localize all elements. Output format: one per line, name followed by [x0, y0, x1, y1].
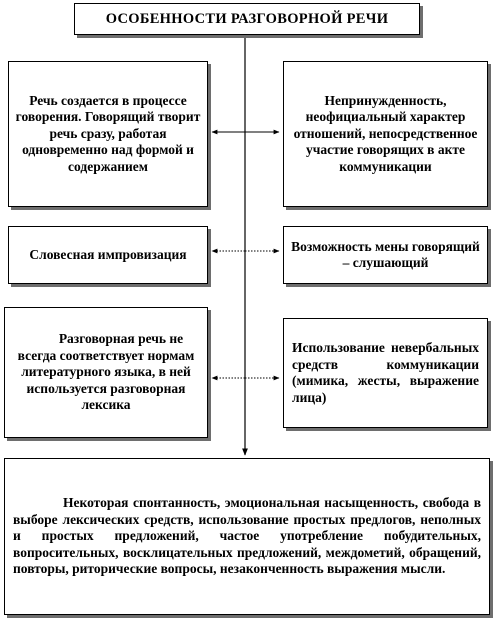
right-box-2-text: Возможность мены говорящий – слушающий: [291, 238, 480, 270]
right-box-nonverbal: [283, 318, 488, 428]
left-box-speech-creation: [8, 61, 208, 207]
right-box-informality: [283, 61, 488, 207]
left-box-improvisation: [8, 226, 208, 284]
bottom-box-features: [4, 458, 490, 615]
right-box-1-text: Непринужденность, неофициальный характер отношений, непосредственное участие говорящих в акте коммуникации: [293, 92, 478, 174]
diagram-title-text: ОСОБЕННОСТИ РАЗГОВОРНОЙ РЕЧИ: [105, 10, 389, 27]
right-box-3-text: Использование невербальных средств коммуникации (мимика, жесты, выражение лица): [292, 340, 479, 405]
left-box-3-text: Разговорная речь не всегда соответствует нормам литературного языка, в ней используется разговорная лексика: [17, 331, 195, 413]
left-box-2-text: Словесная импровизация: [29, 246, 187, 262]
right-box-role-exchange: [283, 226, 488, 284]
diagram-title: [74, 3, 420, 35]
left-box-norms: [4, 307, 208, 438]
left-box-1-text: Речь создается в процессе говорения. Говорящий творит речь сразу, работая одновременно над формой и содержанием: [15, 92, 201, 174]
bottom-box-text: Некоторая спонтанность, эмоциональная насыщенность, свобода в выборе лексических средств, использование простых предлогов, неполных и простых предложений, частое употребление побудительных, вопросительных, восклицательных предложений, междометий, обращений, повторы, риторические вопросы, незаконченность выражения мысли.: [13, 495, 481, 577]
